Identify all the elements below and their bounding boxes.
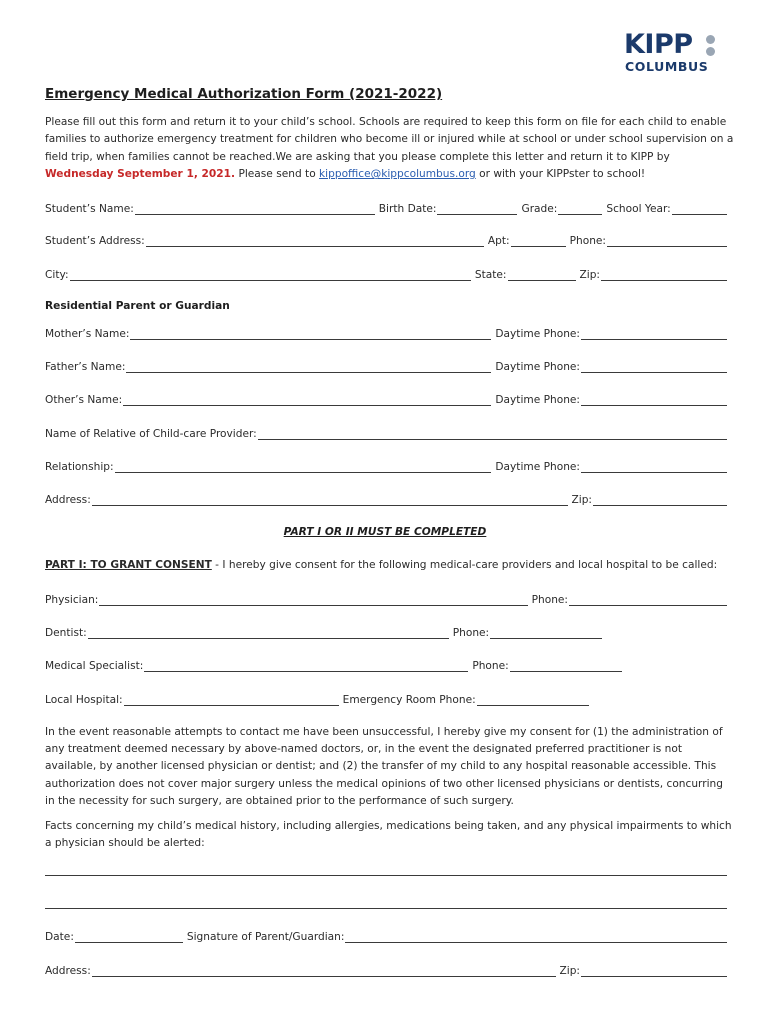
father-phone-label: Daytime Phone: — [495, 361, 580, 373]
other-name-field[interactable] — [123, 394, 491, 406]
signature-address-field[interactable] — [92, 965, 556, 977]
er-phone-field[interactable] — [477, 694, 589, 706]
logo-wordmark: KIPP — [624, 29, 693, 60]
mother-name-field[interactable] — [130, 328, 491, 340]
mother-phone-label: Daytime Phone: — [495, 328, 580, 340]
signature-row — [45, 927, 727, 943]
dentist-field[interactable] — [88, 627, 449, 639]
signature-zip-field[interactable] — [581, 965, 727, 977]
physician-row — [45, 590, 727, 606]
dentist-phone-field[interactable] — [490, 627, 602, 639]
mother-name-label: Mother’s Name: — [45, 328, 130, 340]
relationship-label: Relationship: — [45, 461, 114, 473]
deadline-text: Wednesday September 1, 2021. — [45, 168, 236, 181]
er-phone-label: Emergency Room Phone: — [342, 694, 476, 706]
intro-text: Please fill out this form and return it to your child’s school. Schools are required to keep this form on file for each child to enable families to authorize emergency treatment for children who become ill or injured while at school or under school supervision on a field trip, when families cannot be reached.We are asking that you please complete this letter and return it to KIPP by — [45, 116, 734, 163]
city-field[interactable] — [70, 269, 471, 281]
dentist-phone-label: Phone: — [452, 627, 490, 639]
relative-label: Name of Relative of Child-care Provider: — [45, 428, 257, 440]
guardian-address-field[interactable] — [92, 494, 568, 506]
intro-text-3: or with your KIPPster to school! — [475, 168, 646, 181]
specialist-phone-field[interactable] — [510, 660, 622, 672]
intro-text-2: Please send to — [235, 168, 320, 181]
logo-subtitle: COLUMBUS — [625, 59, 709, 74]
relationship-row — [45, 457, 727, 473]
physician-phone-field[interactable] — [569, 594, 727, 606]
consent-paragraph: In the event reasonable attempts to contact me have been unsuccessful, I hereby give my consent for (1) the administration of any treatment deemed necessary by above-named doctors, or, in the event the designated preferred practitioner is not available, by another licensed physician or dentist; and (2) the transfer of my child to any hospital reasonable accessible. This authorization does not cover major surgery unless the medical opinions of two other licensed physicians or dentists, concurring in the necessity for such surgery, are obtained prior to the performance of such surgery. — [45, 726, 723, 807]
student-address-label: Student’s Address: — [45, 235, 145, 247]
relative-row — [45, 424, 727, 440]
state-label: State: — [474, 269, 507, 281]
other-name-label: Other’s Name: — [45, 394, 123, 406]
consent-text: - I hereby give consent for the following medical-care providers and local hospital to be called: — [211, 559, 718, 571]
relationship-phone-label: Daytime Phone: — [495, 461, 580, 473]
apt-label: Apt: — [487, 235, 510, 247]
student-phone-field[interactable] — [607, 235, 727, 247]
apt-field[interactable] — [511, 235, 566, 247]
hospital-field[interactable] — [124, 694, 339, 706]
specialist-row — [45, 656, 727, 672]
consent-statement — [45, 559, 717, 571]
guardian-zip-label: Zip: — [571, 494, 592, 506]
city-label: City: — [45, 269, 69, 281]
part-requirement-heading: PART I OR II MUST BE COMPLETED — [283, 526, 487, 538]
city-row — [45, 265, 727, 281]
physician-phone-label: Phone: — [531, 594, 568, 606]
student-name-row — [45, 199, 727, 215]
mother-phone-field[interactable] — [581, 328, 727, 340]
father-name-label: Father’s Name: — [45, 361, 126, 373]
guardian-zip-field[interactable] — [593, 494, 727, 506]
dentist-label: Dentist: — [45, 627, 87, 639]
school-year-field[interactable] — [672, 203, 727, 215]
zip-field[interactable] — [601, 269, 727, 281]
father-row — [45, 357, 727, 373]
other-row — [45, 390, 727, 406]
email-link[interactable]: kippoffice@kippcolumbus.org — [319, 168, 476, 181]
hospital-label: Local Hospital: — [45, 694, 123, 706]
medical-history-line-1[interactable] — [45, 875, 727, 876]
signature-field[interactable] — [345, 931, 727, 943]
father-phone-field[interactable] — [581, 361, 727, 373]
specialist-field[interactable] — [144, 660, 468, 672]
birth-date-label: Birth Date: — [378, 203, 437, 215]
grade-field[interactable] — [558, 203, 602, 215]
intro-paragraph — [45, 114, 735, 184]
student-address-row — [45, 231, 727, 247]
student-name-field[interactable] — [135, 203, 375, 215]
relationship-phone-field[interactable] — [581, 461, 727, 473]
physician-field[interactable] — [99, 594, 527, 606]
student-address-field[interactable] — [146, 235, 484, 247]
zip-label: Zip: — [579, 269, 600, 281]
student-name-label: Student’s Name: — [45, 203, 134, 215]
signature-zip-label: Zip: — [559, 965, 580, 977]
school-year-label: School Year: — [606, 203, 671, 215]
grade-label: Grade: — [521, 203, 558, 215]
signature-address-label: Address: — [45, 965, 91, 977]
state-field[interactable] — [508, 269, 576, 281]
logo-dots-icon — [704, 34, 718, 58]
signature-label: Signature of Parent/Guardian: — [186, 931, 345, 943]
relative-field[interactable] — [258, 428, 727, 440]
specialist-label: Medical Specialist: — [45, 660, 144, 672]
date-field[interactable] — [75, 931, 183, 943]
mother-row — [45, 324, 727, 340]
signature-address-row — [45, 961, 727, 977]
specialist-phone-label: Phone: — [472, 660, 509, 672]
kipp-columbus-logo — [624, 30, 720, 78]
consent-lead: PART I: TO GRANT CONSENT — [45, 559, 212, 571]
form-title: Emergency Medical Authorization Form (2021-2022) — [45, 86, 443, 102]
relationship-field[interactable] — [115, 461, 492, 473]
other-phone-field[interactable] — [581, 394, 727, 406]
physician-label: Physician: — [45, 594, 99, 606]
dentist-row — [45, 623, 727, 639]
medical-history-line-2[interactable] — [45, 908, 727, 909]
medical-history-prompt: Facts concerning my child’s medical history, including allergies, medications being taken, and any physical impairments to which a physician should be alerted: — [45, 820, 732, 850]
father-name-field[interactable] — [126, 361, 491, 373]
other-phone-label: Daytime Phone: — [495, 394, 580, 406]
date-label: Date: — [45, 931, 74, 943]
hospital-row — [45, 690, 727, 706]
guardian-address-label: Address: — [45, 494, 91, 506]
guardian-heading: Residential Parent or Guardian — [45, 300, 230, 312]
student-phone-label: Phone: — [569, 235, 606, 247]
birth-date-field[interactable] — [437, 203, 517, 215]
guardian-address-row — [45, 490, 727, 506]
